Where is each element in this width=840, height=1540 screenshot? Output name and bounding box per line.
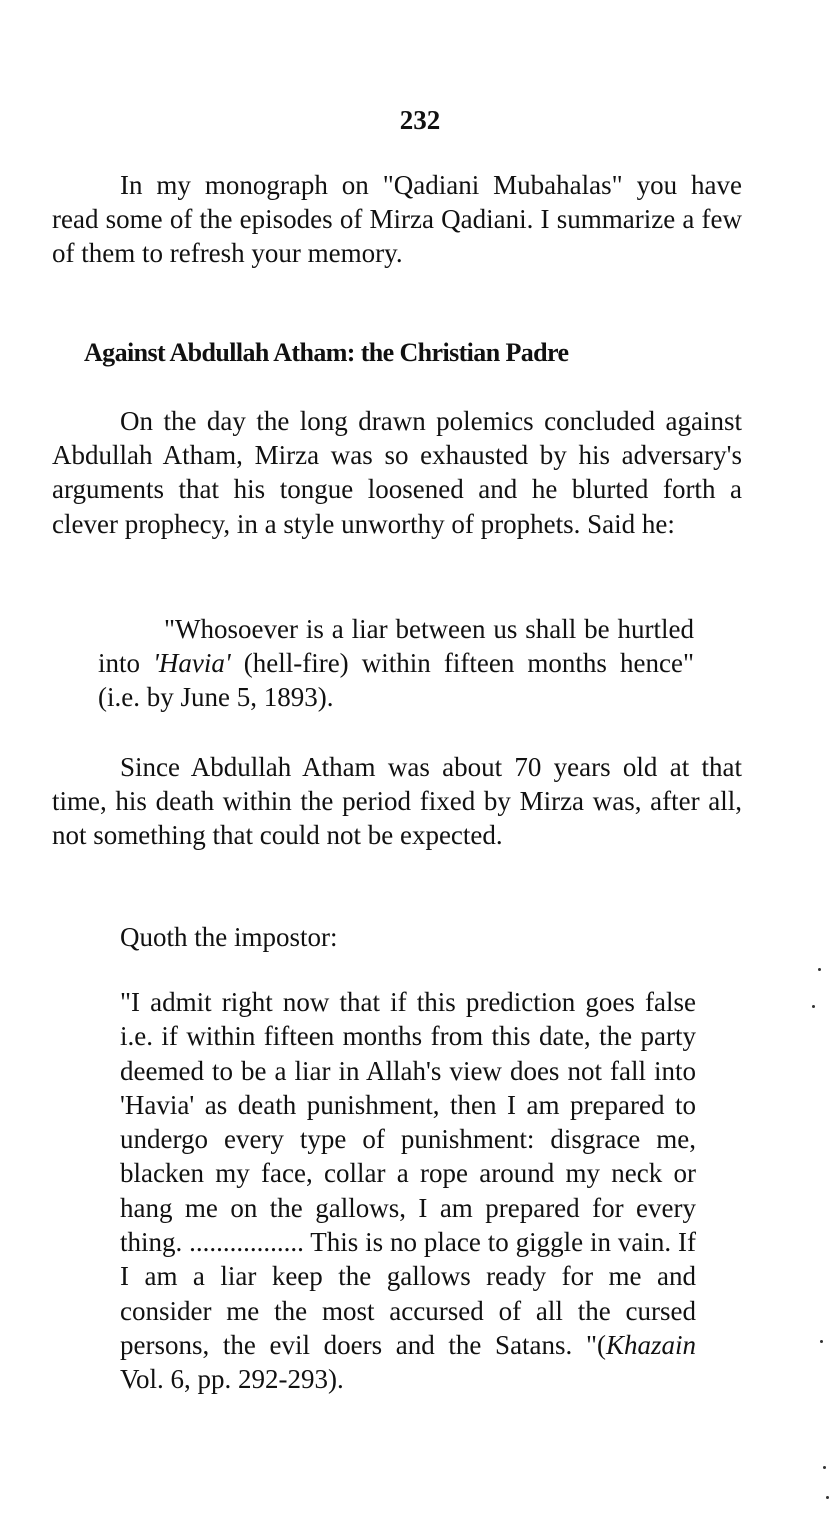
quote-text-start: "Whosoever is a liar between us shall be hurtled into [98,614,694,678]
scan-speck [818,968,821,971]
scan-speck [820,1340,823,1343]
admission-quote-text: "I admit right now that if this prediction goes false i.e. if within fifteen months from this date, the party deemed to be a liar in Allah's view does not fall into 'Havia' as death punishment, then I am prepared to undergo every type of punishment: disgrace me, blacken my face, collar a rope around my neck or hang me on the gallows, I am prepared for every thing. ................. This is no place to giggle in vain. If I am a liar keep the gallows ready for me and consider me the most accursed of all the cursed persons, the evil doers and the Satans. "( [120,987,696,1360]
citation-reference: Vol. 6, pp. 292-293). [120,1364,344,1395]
page-number: 232 [399,105,441,135]
body-paragraph-1: On the day the long drawn polemics concluded against Abdullah Atham, Mirza was so exhausted by his adversary's arguments that his tongue loosened and he blurted forth a clever prophecy, in a style unworthy of prophets. Said he: [52,406,742,539]
scan-speck [823,1466,826,1469]
block-quote-prophecy [98,612,694,714]
block-quote-admission [120,985,696,1397]
scan-speck [826,1496,829,1499]
scan-speck [812,1005,815,1008]
quote-text-end: (hell-fire) within fifteen months hence" (i.e. by June 5, 1893). [98,648,694,712]
body-paragraph-2: Since Abdullah Atham was about 70 years old at that time, his death within the period fixed by Mirza was, after all, not something that could not be expected. [52,752,742,851]
intro-paragraph: In my monograph on "Qadiani Mubahalas" you have read some of the episodes of Mirza Qadiani. I summarize a few of them to refresh your memory. [52,170,742,269]
havia-term: 'Havia' [153,648,231,678]
citation-source: Khazain [605,1329,696,1360]
section-heading: Against Abdullah Atham: the Christian Padre [84,338,569,367]
body-paragraph-3: Quoth the impostor: [120,922,338,952]
